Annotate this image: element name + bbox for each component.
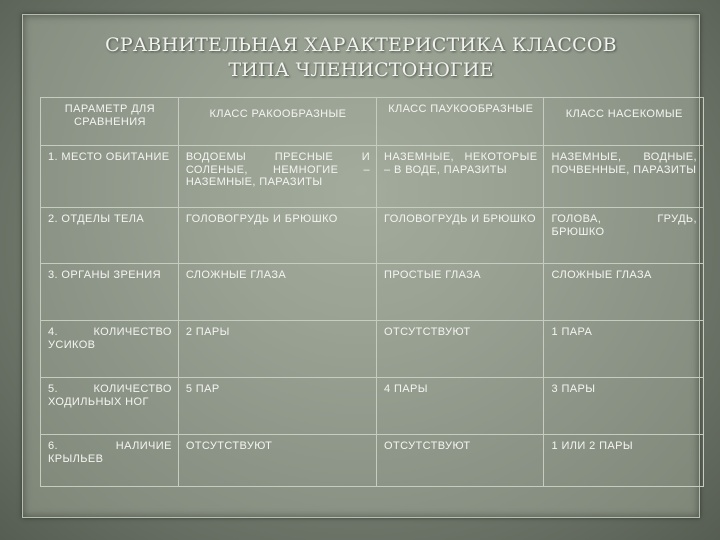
table-row [41, 321, 704, 378]
cell-crustaceans: СЛОЖНЫЕ ГЛАЗА [178, 264, 376, 321]
title-line-2: ТИПА ЧЛЕНИСТОНОГИЕ [228, 59, 494, 81]
cell-param: 3. ОРГАНЫ ЗРЕНИЯ [41, 264, 179, 321]
table-row [41, 264, 704, 321]
cell-arachnids: НАЗЕМНЫЕ, НЕКОТОРЫЕ – В ВОДЕ, ПАРАЗИТЫ [377, 146, 544, 208]
cell-arachnids: 4 ПАРЫ [377, 378, 544, 435]
cell-crustaceans: ОТСУТСТВУЮТ [178, 435, 376, 487]
cell-insects: 1 ПАРА [544, 321, 704, 378]
cell-param: 1. МЕСТО ОБИТАНИЕ [41, 146, 179, 208]
table-header-row [41, 98, 704, 146]
header-crustaceans: КЛАСС РАКООБРАЗНЫЕ [178, 98, 376, 146]
cell-arachnids: ОТСУТСТВУЮТ [377, 321, 544, 378]
slide [22, 14, 700, 518]
cell-crustaceans: 5 ПАР [178, 378, 376, 435]
cell-param: 4. КОЛИЧЕСТВО УСИКОВ [41, 321, 179, 378]
header-arachnids: КЛАСС ПАУКООБРАЗНЫЕ [377, 98, 544, 146]
title-line-1: СРАВНИТЕЛЬНАЯ ХАРАКТЕРИСТИКА КЛАССОВ [105, 34, 617, 56]
table-row [41, 146, 704, 208]
cell-arachnids: ГОЛОВОГРУДЬ И БРЮШКО [377, 208, 544, 264]
cell-param: 6. НАЛИЧИЕ КРЫЛЬЕВ [41, 435, 179, 487]
cell-insects: ГОЛОВА, ГРУДЬ, БРЮШКО [544, 208, 704, 264]
header-parameter: ПАРАМЕТР ДЛЯ СРАВНЕНИЯ [41, 98, 179, 146]
table-row [41, 378, 704, 435]
cell-crustaceans: ВОДОЕМЫ ПРЕСНЫЕ И СОЛЕНЫЕ, НЕМНОГИЕ – НАЗЕМНЫЕ, ПАРАЗИТЫ [178, 146, 376, 208]
table-row [41, 435, 704, 487]
table-row [41, 208, 704, 264]
header-insects: КЛАСС НАСЕКОМЫЕ [544, 98, 704, 146]
cell-insects: 1 ИЛИ 2 ПАРЫ [544, 435, 704, 487]
cell-crustaceans: 2 ПАРЫ [178, 321, 376, 378]
cell-insects: СЛОЖНЫЕ ГЛАЗА [544, 264, 704, 321]
cell-arachnids: ОТСУТСТВУЮТ [377, 435, 544, 487]
cell-arachnids: ПРОСТЫЕ ГЛАЗА [377, 264, 544, 321]
cell-crustaceans: ГОЛОВОГРУДЬ И БРЮШКО [178, 208, 376, 264]
comparison-table [40, 97, 704, 487]
cell-insects: 3 ПАРЫ [544, 378, 704, 435]
slide-title [23, 33, 699, 83]
cell-param: 2. ОТДЕЛЫ ТЕЛА [41, 208, 179, 264]
cell-param: 5. КОЛИЧЕСТВО ХОДИЛЬНЫХ НОГ [41, 378, 179, 435]
cell-insects: НАЗЕМНЫЕ, ВОДНЫЕ, ПОЧВЕННЫЕ, ПАРАЗИТЫ [544, 146, 704, 208]
